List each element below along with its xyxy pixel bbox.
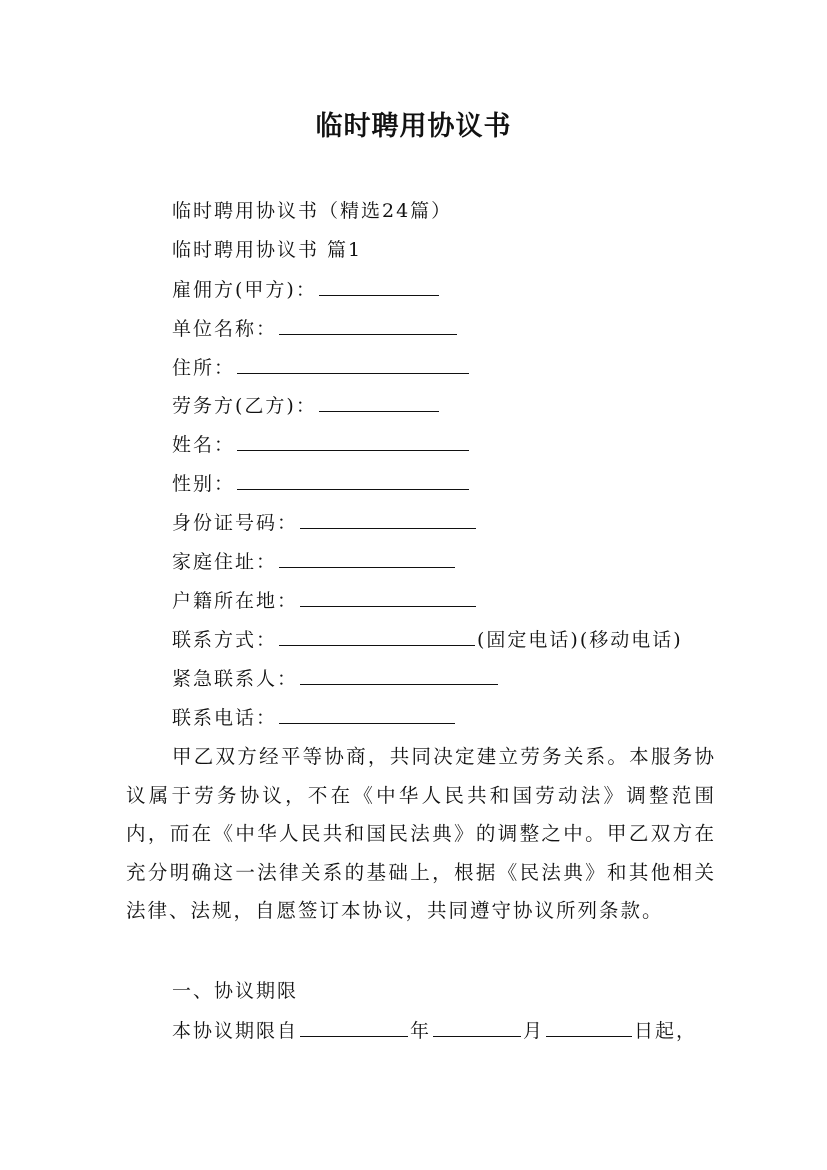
- field-contact-method: [172, 627, 683, 652]
- field-company-name: [172, 316, 459, 341]
- blank-line: [279, 549, 455, 568]
- field-employer: [172, 277, 441, 302]
- field-label: 户籍所在地：: [172, 590, 299, 612]
- blank-line: [319, 277, 439, 296]
- field-suffix: (固定电话)(移动电话): [477, 629, 683, 651]
- field-label: 紧急联系人：: [172, 668, 299, 690]
- field-label: 联系电话：: [172, 707, 278, 729]
- month-label: 月: [523, 1020, 545, 1042]
- field-household-registration: [172, 588, 478, 613]
- field-label: 单位名称：: [172, 318, 278, 340]
- blank-line: [300, 510, 476, 529]
- day-label: 日起，: [634, 1020, 698, 1042]
- field-label: 联系方式：: [172, 629, 278, 651]
- document-subtitle: 临时聘用协议书（精选24篇）: [172, 200, 453, 222]
- blank-line: [237, 355, 469, 374]
- field-label: 性别：: [172, 473, 236, 495]
- blank-line: [279, 705, 455, 724]
- clause-term-line: [172, 1018, 697, 1043]
- blank-line: [546, 1018, 632, 1037]
- blank-line: [279, 627, 475, 646]
- blank-line: [300, 588, 476, 607]
- field-home-address: [172, 549, 457, 574]
- field-id-number: [172, 510, 478, 535]
- section-heading: 临时聘用协议书 篇1: [172, 239, 363, 261]
- blank-line: [433, 1018, 521, 1037]
- field-residence: [172, 355, 471, 380]
- year-label: 年: [410, 1020, 432, 1042]
- blank-line: [300, 1018, 408, 1037]
- field-name: [172, 432, 471, 457]
- blank-line: [319, 393, 439, 412]
- field-contact-phone: [172, 705, 457, 730]
- field-label: 住所：: [172, 357, 236, 379]
- field-label: 家庭住址：: [172, 551, 278, 573]
- field-emergency-contact: [172, 666, 500, 691]
- blank-line: [279, 316, 457, 335]
- clause-prefix: 本协议期限自: [172, 1020, 299, 1042]
- field-laborer: [172, 393, 441, 418]
- field-label: 身份证号码：: [172, 512, 299, 534]
- blank-line: [300, 666, 498, 685]
- clause-heading: 一、协议期限: [172, 980, 299, 1002]
- field-label: 劳务方(乙方)：: [172, 395, 317, 417]
- blank-line: [237, 471, 469, 490]
- document-title: 临时聘用协议书: [315, 111, 512, 142]
- field-gender: [172, 471, 471, 496]
- blank-line: [237, 432, 469, 451]
- field-label: 姓名：: [172, 434, 236, 456]
- field-label: 雇佣方(甲方)：: [172, 279, 317, 301]
- intro-paragraph: 甲乙双方经平等协商，共同决定建立劳务关系。本服务协议属于劳务协议，不在《中华人民共和国劳动法》调整范围内，而在《中华人民共和国民法典》的调整之中。甲乙双方在充分明确这一法律关系的基础上，根据《民法典》和其他相关法律、法规，自愿签订本协议，共同遵守协议所列条款。: [126, 745, 716, 923]
